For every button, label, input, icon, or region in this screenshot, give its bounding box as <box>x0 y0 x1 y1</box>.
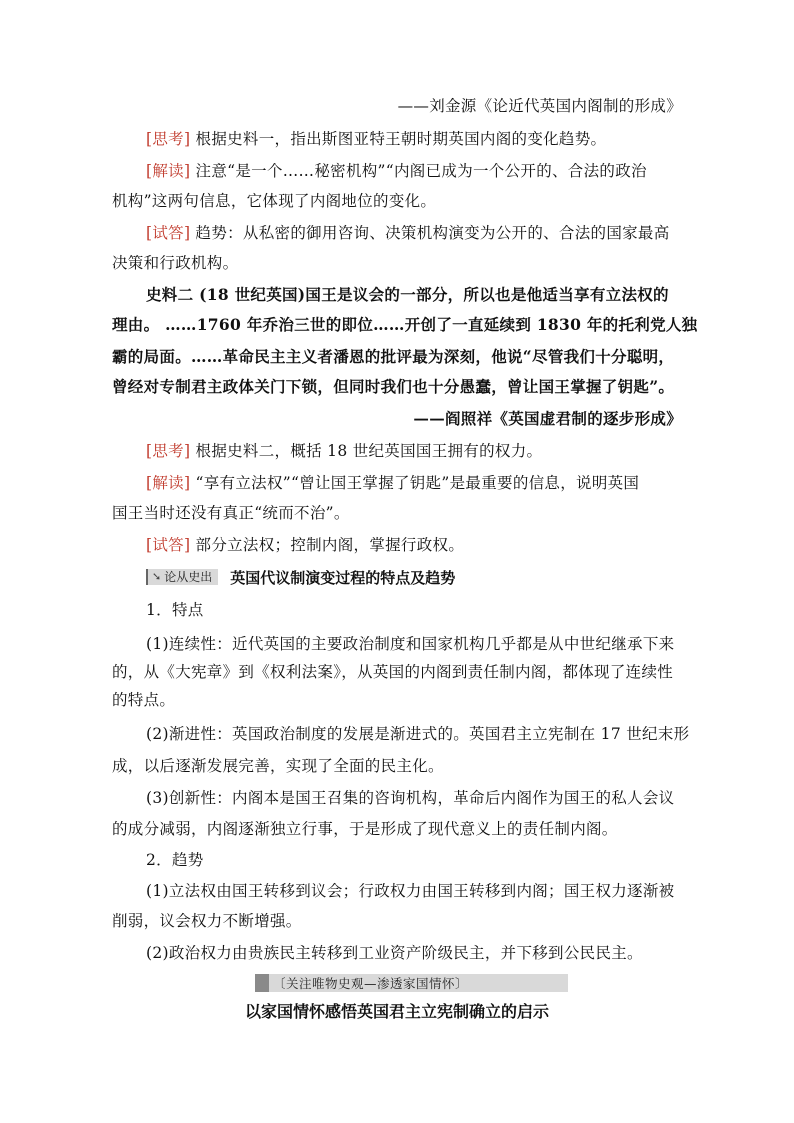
interp-2-line2: 国王当时还没有真正“统而不治”。 <box>112 504 350 522</box>
features-heading: 1．特点 <box>146 601 204 619</box>
feature-2-line1: (2)渐进性：英国政治制度的发展是渐进式的。英国君主立宪制在 17 世纪末形 <box>146 725 690 743</box>
answer-2 <box>146 535 682 555</box>
interp-1-line1 <box>146 161 682 181</box>
banner-marker <box>255 974 269 992</box>
feature-1-line2: 的，从《大宪章》到《权利法案》，从英国的内阁到责任制内阁，都体现了连续性 <box>112 663 674 681</box>
theme-banner-text: 〔关注唯物史观—渗透家国情怀〕 <box>273 976 469 991</box>
interp-2-line1 <box>146 473 682 493</box>
source-citation-1: ——刘金源《论近代英国内阁制的形成》 <box>397 97 682 115</box>
interp-tag: [解读] <box>146 162 191 180</box>
answer-1-line2: 决策和行政机构。 <box>112 254 239 272</box>
material-text: (18 世纪英国)国王是议会的一部分，所以也是他适当享有立法权的 <box>193 285 669 304</box>
feature-3-line2: 的成分减弱，内阁逐渐独立行事，于是形成了现代意义上的责任制内阁。 <box>112 820 618 838</box>
think-text: 根据史料二，概括 18 世纪英国国王拥有的权力。 <box>190 442 543 460</box>
material-label: 史料二 <box>146 285 194 304</box>
section-icon-label <box>146 569 218 585</box>
interp-tag: [解读] <box>146 474 191 492</box>
think-tag: [思考] <box>146 130 191 148</box>
think-2 <box>146 441 682 461</box>
answer-text: 趋势：从私密的御用咨询、决策机构演变为公开的、合法的国家最高 <box>190 224 670 242</box>
material-2-line1 <box>146 285 682 305</box>
material-2-line4: 曾经对专制君主政体关门下锁，但同时我们也十分愚蠢，曾让国王掌握了钥匙”。 <box>112 377 675 396</box>
section-title: 英国代议制演变过程的特点及趋势 <box>230 568 456 587</box>
arrow-icon: ➘ <box>152 570 162 583</box>
section-banner <box>146 568 455 586</box>
trend-1-line2: 削弱，议会权力不断增强。 <box>112 912 302 930</box>
answer-tag: [试答] <box>146 224 191 242</box>
section-icon-text: 论从史出 <box>164 570 213 584</box>
source-citation-2: ——阎照祥《英国虚君制的逐步形成》 <box>413 409 682 428</box>
material-2-line3: 霸的局面。……革命民主主义者潘恩的批评最为深刻，他说“尽管我们十分聪明， <box>112 347 675 366</box>
theme-banner-label: 关注唯物史观—渗透家国情怀 <box>286 976 456 991</box>
feature-3-line1: (3)创新性：内阁本是国王召集的咨询机构，革命后内阁作为国王的私人会议 <box>146 789 675 807</box>
feature-2-line2: 成，以后逐渐发展完善，实现了全面的民主化。 <box>112 757 444 775</box>
material-2-line2: 理由。 ……1760 年乔治三世的即位……开创了一直延续到 1830 年的托利党人独 <box>112 315 698 334</box>
interp-1-line2: 机构”这两句信息，它体现了内阁地位的变化。 <box>112 192 437 210</box>
interp-text: 注意“是一个……秘密机构”“内阁已成为一个公开的、合法的政治 <box>190 162 647 180</box>
theme-banner <box>255 974 568 992</box>
trend-1-line1: (1)立法权由国王转移到议会；行政权力由国王转移到内阁；国王权力逐渐被 <box>146 882 675 900</box>
feature-1-line1: (1)连续性：近代英国的主要政治制度和国家机构几乎都是从中世纪继承下来 <box>146 635 675 653</box>
answer-tag: [试答] <box>146 536 191 554</box>
interp-text: “享有立法权”“曾让国王掌握了钥匙”是最重要的信息，说明英国 <box>190 474 640 492</box>
think-1 <box>146 129 682 149</box>
think-tag: [思考] <box>146 442 191 460</box>
feature-1-line3: 的特点。 <box>112 691 176 709</box>
trend-heading: 2．趋势 <box>146 851 204 869</box>
trend-2: (2)政治权力由贵族民主转移到工业资产阶级民主，并下移到公民民主。 <box>146 944 643 962</box>
answer-text: 部分立法权；控制内阁，掌握行政权。 <box>190 536 465 554</box>
section-heading: 以家国情怀感悟英国君主立宪制确立的启示 <box>244 1002 549 1021</box>
think-text: 根据史料一，指出斯图亚特王朝时期英国内阁的变化趋势。 <box>190 130 607 148</box>
answer-1-line1 <box>146 223 682 243</box>
